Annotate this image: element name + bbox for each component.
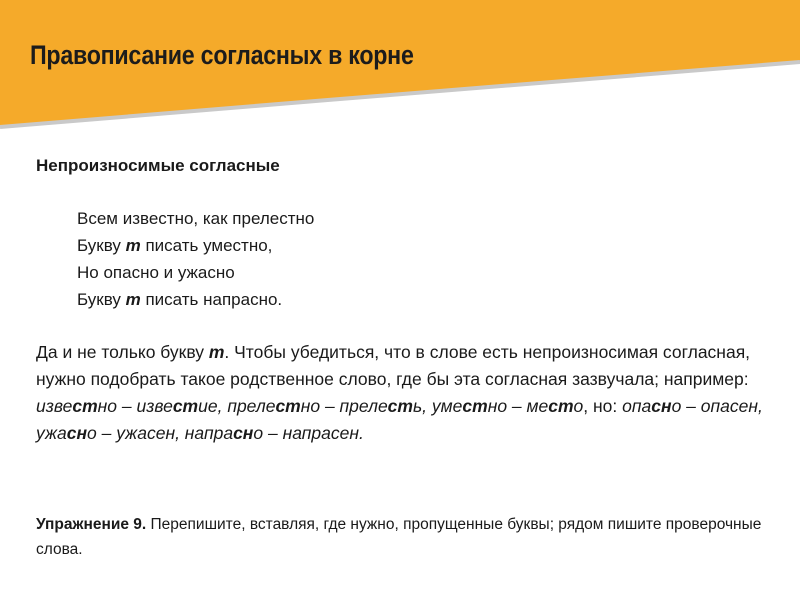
text-run: Всем известно, как прелестно: [77, 209, 315, 228]
emphasis-text: сн: [66, 423, 88, 443]
explanation-paragraph: [36, 339, 766, 447]
emphasis-text: ст: [275, 396, 301, 416]
emphasis-text: ст: [462, 396, 488, 416]
emphasis-text: т: [125, 236, 141, 255]
emphasis-text: сн: [233, 423, 254, 443]
poem-line: [77, 259, 314, 286]
emphasis-text: изве: [36, 396, 73, 416]
emphasis-text: т: [208, 342, 225, 362]
emphasis-text: но – ме: [487, 396, 549, 416]
text-run: Но опасно и ужасно: [77, 263, 235, 282]
text-run: , но:: [583, 396, 623, 416]
text-run: . Чтобы убедиться, что в слове есть непроизносимая согласная, нужно подобрать такое родственное слово, где бы эта согласная зазвучала; например:: [36, 342, 751, 389]
text-run: Да и не только букву: [36, 342, 209, 362]
poem-line: [77, 205, 314, 232]
exercise-label: Упражнение 9.: [36, 516, 147, 533]
emphasis-text: ст: [548, 396, 574, 416]
emphasis-text: о – напра: [253, 423, 331, 443]
text-run: Букву: [77, 236, 126, 255]
text-run: писать уместно,: [140, 236, 273, 255]
poem-line: [77, 232, 314, 259]
emphasis-text: ь, уме: [412, 396, 463, 416]
text-run: Букву: [77, 290, 126, 309]
emphasis-text: о – ужа: [87, 423, 147, 443]
emphasis-text: ст: [72, 396, 98, 416]
emphasis-text: сен, напра: [146, 423, 234, 443]
emphasis-text: о: [573, 396, 584, 416]
emphasis-text: т: [125, 290, 141, 309]
text-run: писать напрасно.: [140, 290, 283, 309]
emphasis-text: ие, преле: [198, 396, 276, 416]
emphasis-text: сен.: [330, 423, 364, 443]
section-heading: Непроизносимые согласные: [36, 156, 280, 175]
poem: [77, 205, 314, 313]
exercise-text: Перепишите, вставляя, где нужно, пропущенные буквы; рядом пишите проверочные слова.: [36, 516, 762, 558]
emphasis-text: о – опа: [671, 396, 730, 416]
emphasis-text: но – преле: [300, 396, 388, 416]
emphasis-text: но – изве: [97, 396, 173, 416]
emphasis-text: опа: [622, 396, 652, 416]
emphasis-text: ст: [172, 396, 199, 416]
page-title: Правописание согласных в корне: [30, 40, 414, 70]
emphasis-text: сн: [651, 396, 672, 416]
poem-line: [77, 286, 314, 313]
exercise-paragraph: [36, 512, 766, 562]
emphasis-text: сен, ужа: [36, 396, 763, 443]
emphasis-text: ст: [387, 396, 413, 416]
